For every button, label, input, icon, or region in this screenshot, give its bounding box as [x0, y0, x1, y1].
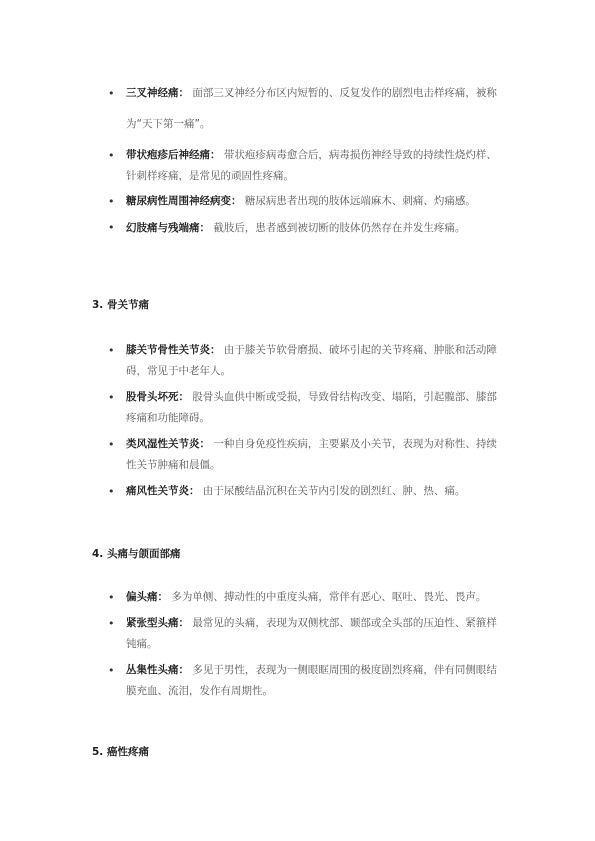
bullet-icon: • — [108, 195, 115, 208]
list-item — [0, 340, 595, 382]
item-term: 丛集性头痛： — [126, 664, 189, 676]
item-description: 一种自身免疫性疾病，主要累及小关节，表现为对称性、持续性关节肿痛和晨僵。 — [126, 438, 497, 471]
list-item — [0, 78, 595, 140]
list-item — [0, 387, 595, 429]
bullet-icon: • — [108, 221, 115, 234]
item-description: 面部三叉神经分布区内短暂的、反复发作的剧烈电击样疼痛，被称为“天下第一痛”。 — [126, 87, 497, 130]
list-item — [0, 191, 595, 212]
list-item — [0, 660, 595, 702]
item-term: 膝关节骨性关节炎： — [126, 344, 221, 356]
list-item — [0, 587, 595, 608]
bullet-icon: • — [108, 438, 115, 451]
list-item — [0, 434, 595, 476]
item-term: 三叉神经痛： — [126, 87, 189, 99]
list-item — [0, 481, 595, 502]
item-description: 多见于男性，表现为一侧眼眶周围的极度剧烈疼痛，伴有同侧眼结膜充血、流泪，发作有周期性。 — [126, 664, 497, 697]
item-term: 股骨头坏死： — [126, 391, 189, 403]
item-term: 紧张型头痛： — [126, 617, 189, 629]
list-item — [0, 613, 595, 655]
bullet-icon: • — [108, 87, 115, 100]
list-item — [0, 145, 595, 187]
headache-facial-pain-list — [0, 587, 595, 707]
bullet-icon: • — [108, 344, 115, 357]
item-description: 带状疱疹病毒愈合后，病毒损伤神经导致的持续性烧灼样、针刺样疼痛，是常见的顽固性疼痛。 — [126, 149, 497, 182]
bullet-icon: • — [108, 149, 115, 162]
item-description: 多为单侧、搏动性的中重度头痛，常伴有恶心、呕吐、畏光、畏声。 — [171, 591, 487, 603]
section-heading-headache-facial-pain: 4. 头痛与颌面部痛 — [92, 548, 181, 560]
neuropathic-pain-list — [0, 78, 595, 239]
item-description: 由于尿酸结晶沉积在关节内引发的剧烈红、肿、热、痛。 — [202, 485, 466, 497]
item-term: 痛风性关节炎： — [126, 485, 200, 497]
item-term: 类风湿性关节炎： — [126, 438, 210, 450]
item-description: 糖尿病患者出现的肢体远端麻木、刺痛、灼痛感。 — [244, 195, 476, 207]
list-item — [0, 217, 595, 239]
bullet-icon: • — [108, 391, 115, 404]
item-description: 股骨头血供中断或受损，导致骨结构改变、塌陷，引起髋部、膝部疼痛和功能障碍。 — [126, 391, 497, 424]
item-description: 截肢后，患者感到被切断的肢体仍然存在并发生疼痛。 — [213, 222, 466, 234]
bullet-icon: • — [108, 617, 115, 630]
bullet-icon: • — [108, 485, 115, 498]
bullet-icon: • — [108, 591, 115, 604]
item-term: 糖尿病性周围神经病变： — [126, 195, 242, 207]
section-heading-cancer-pain: 5. 癌性疼痛 — [92, 746, 149, 758]
bone-joint-pain-list — [0, 340, 595, 507]
section-heading-bone-joint-pain: 3. 骨关节痛 — [92, 299, 149, 311]
item-description: 由于膝关节软骨磨损、破坏引起的关节疼痛、肿胀和活动障碍，常见于中老年人。 — [126, 344, 497, 377]
item-term: 偏头痛： — [126, 591, 168, 603]
item-term: 幻肢痛与残端痛： — [126, 222, 210, 234]
item-term: 带状疱疹后神经痛： — [126, 149, 221, 161]
bullet-icon: • — [108, 664, 115, 677]
item-description: 最常见的头痛，表现为双侧枕部、颞部或全头部的压迫性、紧箍样钝痛。 — [126, 617, 497, 650]
